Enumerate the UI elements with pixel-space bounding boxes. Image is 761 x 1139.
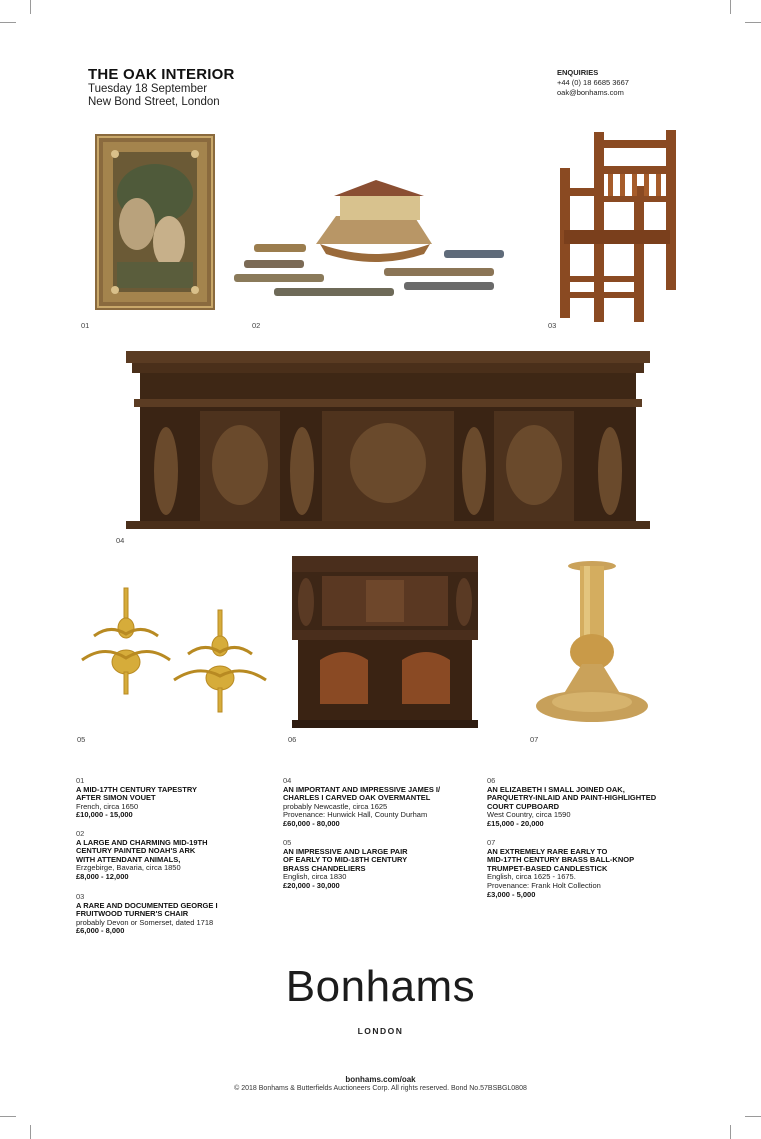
page-title: THE OAK INTERIOR (88, 66, 235, 83)
lot-detail: Erzgebirge, Bavaria, circa 1850 (76, 863, 181, 873)
crop-mark (30, 0, 31, 14)
lot-description (487, 777, 707, 829)
lot-05-image[interactable] (74, 584, 270, 716)
lot-number: 06 (487, 776, 496, 785)
enquiries-phone: +44 (0) 18 6685 3667 (557, 78, 629, 87)
lot-description (283, 839, 483, 891)
lot-title: FRUITWOOD TURNER'S CHAIR (76, 909, 189, 919)
lot-number: 04 (283, 776, 292, 785)
lot-title: A RARE AND DOCUMENTED GEORGE I (76, 900, 218, 910)
crop-mark (745, 1116, 761, 1117)
lot-title: BRASS CHANDELIERS (283, 863, 366, 873)
lot-detail: French, circa 1650 (76, 801, 139, 811)
copyright-text: © 2018 Bonhams & Butterfields Auctioneers Corp. All rights reserved. Bond No.57BSBGL0808 (234, 1085, 527, 1092)
lot-title: AN EXTREMELY RARE EARLY TO (487, 846, 608, 856)
lot-title: CENTURY PAINTED NOAH'S ARK (76, 846, 196, 856)
lot-estimate: £20,000 - 30,000 (283, 880, 340, 890)
lot-description (76, 893, 276, 936)
lot-title: CHARLES I CARVED OAK OVERMANTEL (283, 793, 431, 803)
lot-estimate: £10,000 - 15,000 (76, 810, 133, 820)
image-number: 01 (81, 321, 90, 330)
logo-city: LONDON (357, 1026, 404, 1036)
enquiries-label: ENQUIRIES (557, 68, 599, 77)
sale-venue: New Bond Street, London (88, 96, 220, 108)
turners-chair-illustration (556, 126, 684, 326)
lot-estimate: £15,000 - 20,000 (487, 818, 544, 828)
lot-estimate: £8,000 - 12,000 (76, 871, 129, 881)
lot-detail: Provenance: Hunwick Hall, County Durham (283, 810, 428, 820)
image-number: 02 (252, 321, 261, 330)
lot-title: MID-17TH CENTURY BRASS BALL-KNOP (487, 855, 635, 865)
lot-detail: probably Newcastle, circa 1625 (283, 801, 388, 811)
lot-02-image[interactable] (234, 176, 516, 308)
lot-title: WITH ATTENDANT ANIMALS, (76, 854, 181, 864)
lot-06-image[interactable] (292, 556, 478, 728)
lot-title: A LARGE AND CHARMING MID-19TH (76, 837, 208, 847)
lot-description (283, 777, 483, 829)
enquiries-email[interactable]: oak@bonhams.com (557, 88, 624, 97)
lot-title: COURT CUPBOARD (487, 801, 560, 811)
crop-mark (730, 0, 731, 14)
crop-mark (0, 1116, 16, 1117)
sale-date: Tuesday 18 September (88, 83, 208, 95)
lot-title: PARQUETRY-INLAID AND PAINT-HIGHLIGHTED (487, 793, 657, 803)
crop-mark (730, 1125, 731, 1139)
lot-title: OF EARLY TO MID-18TH CENTURY (283, 855, 408, 865)
image-number: 03 (548, 321, 557, 330)
candlestick-illustration (534, 560, 650, 724)
image-number: 07 (530, 735, 539, 744)
lot-estimate: £60,000 - 80,000 (283, 818, 340, 828)
bonhams-logo: Bonhams (285, 962, 476, 1011)
lot-title: AN ELIZABETH I SMALL JOINED OAK, (487, 784, 625, 794)
lot-number: 07 (487, 838, 496, 847)
crop-mark (0, 22, 16, 23)
lot-04-image[interactable] (126, 351, 650, 529)
tapestry-illustration (95, 134, 215, 310)
image-number: 04 (116, 536, 125, 545)
lot-title: TRUMPET-BASED CANDLESTICK (487, 863, 608, 873)
lot-07-image[interactable] (534, 560, 650, 724)
lot-detail: English, circa 1625 - 1675. (487, 872, 576, 882)
chandeliers-illustration (74, 584, 270, 716)
noahs-ark-illustration (234, 176, 516, 308)
lot-description (76, 830, 276, 882)
lot-estimate: £3,000 - 5,000 (487, 889, 536, 899)
overmantel-illustration (126, 351, 650, 529)
lot-detail: probably Devon or Somerset, dated 1718 (76, 917, 214, 927)
lot-detail: English, circa 1830 (283, 872, 347, 882)
lot-description (76, 777, 276, 820)
lot-title: AFTER SIMON VOUET (76, 793, 156, 803)
lot-description (487, 839, 707, 899)
lot-number: 02 (76, 829, 85, 838)
lot-number: 03 (76, 892, 85, 901)
footer-url[interactable]: bonhams.com/oak (345, 1075, 416, 1084)
lot-01-image[interactable] (95, 134, 215, 310)
lot-detail: West Country, circa 1590 (487, 810, 571, 820)
image-number: 05 (77, 735, 86, 744)
lot-detail: Provenance: Frank Holt Collection (487, 880, 601, 890)
lot-estimate: £6,000 - 8,000 (76, 926, 125, 936)
lot-number: 05 (283, 838, 292, 847)
lot-title: A MID-17TH CENTURY TAPESTRY (76, 784, 197, 794)
lot-title: AN IMPORTANT AND IMPRESSIVE JAMES I/ (283, 784, 441, 794)
crop-mark (745, 22, 761, 23)
court-cupboard-illustration (292, 556, 478, 728)
crop-mark (30, 1125, 31, 1139)
lot-title: AN IMPRESSIVE AND LARGE PAIR (283, 846, 408, 856)
lot-03-image[interactable] (556, 126, 684, 326)
lot-number: 01 (76, 776, 85, 785)
image-number: 06 (288, 735, 297, 744)
